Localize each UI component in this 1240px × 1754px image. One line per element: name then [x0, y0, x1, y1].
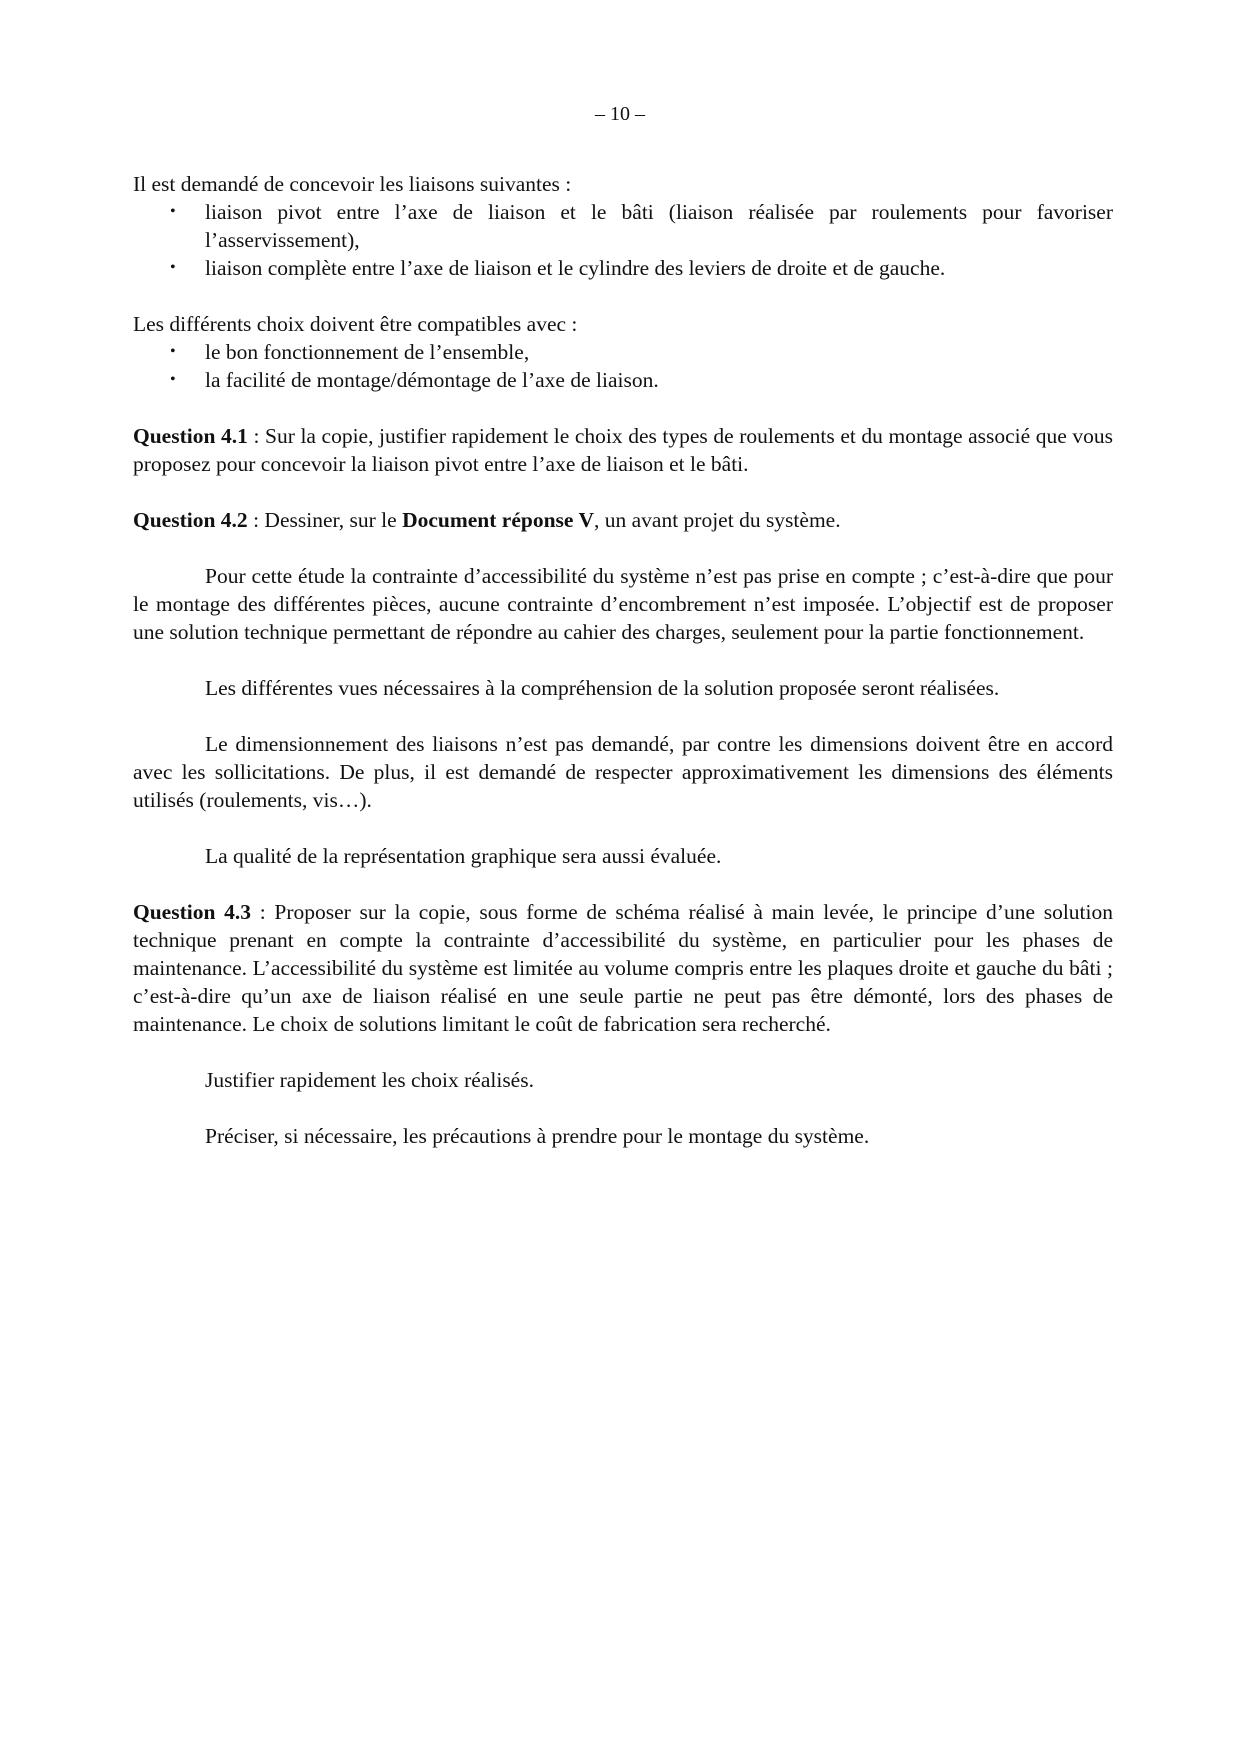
question-label: Question 4.3: [133, 900, 252, 924]
page-number: – 10 –: [595, 103, 645, 125]
question-text: : Proposer sur la copie, sous forme de schéma réalisé à main levée, le principe d’une solution technique prenant en compte la contrainte d’accessibilité du système, en particulier pour les phases de maintenance. L’accessibilité du système est limitée au volume compris entre les plaques droite et gauche du bâti ; c’est-à-dire qu’un axe de liaison réalisé en une seule partie ne peut pas être démonté, lors des phases de maintenance. Le choix de solutions limitant le coût de fabrication sera recherché.: [133, 900, 1113, 1036]
list-item: [133, 366, 1113, 394]
list-item: [133, 338, 1113, 366]
list-item: [133, 254, 1113, 282]
page-content: [133, 170, 1113, 1150]
compat-paragraph: Les différents choix doivent être compatibles avec :: [133, 312, 578, 336]
bullet-icon: •: [170, 343, 176, 360]
list-item-text: liaison pivot entre l’axe de liaison et le bâti (liaison réalisée par roulements pour favoriser l’asservissement),: [205, 200, 1113, 252]
question-4-2: [133, 506, 1113, 534]
compat-bullet-list: [133, 338, 1113, 394]
paragraph: La qualité de la représentation graphique sera aussi évaluée.: [205, 844, 722, 868]
bullet-icon: •: [170, 371, 176, 388]
intro-paragraph: Il est demandé de concevoir les liaisons suivantes :: [133, 172, 572, 196]
paragraph: Le dimensionnement des liaisons n’est pas demandé, par contre les dimensions doivent être en accord avec les sollicitations. De plus, il est demandé de respecter approximativement les dimensions des éléments utilisés (roulements, vis…).: [133, 732, 1113, 812]
list-item: [133, 198, 1113, 254]
question-text: , un avant projet du système.: [593, 508, 841, 532]
paragraph: Pour cette étude la contrainte d’accessibilité du système n’est pas prise en compte ; c’est-à-dire que pour le montage des différentes pièces, aucune contrainte d’encombrement n’est imposée. L’objectif est de proposer une solution technique permettant de répondre au cahier des charges, seulement pour la partie fonctionnement.: [133, 564, 1113, 644]
question-text: : Sur la copie, justifier rapidement le choix des types de roulements et du montage associé que vous proposez pour concevoir la liaison pivot entre l’axe de liaison et le bâti.: [133, 424, 1113, 476]
paragraph: Préciser, si nécessaire, les précautions à prendre pour le montage du système.: [205, 1124, 870, 1148]
bullet-icon: •: [170, 259, 176, 276]
question-text: : Dessiner, sur le: [247, 508, 403, 532]
document-reference: Document réponse V: [402, 508, 594, 532]
list-item-text: la facilité de montage/démontage de l’axe de liaison.: [205, 368, 659, 392]
intro-bullet-list: [133, 198, 1113, 282]
question-label: Question 4.2: [133, 508, 248, 532]
paragraph: Les différentes vues nécessaires à la compréhension de la solution proposée seront réalisées.: [205, 676, 1000, 700]
list-item-text: liaison complète entre l’axe de liaison et le cylindre des leviers de droite et de gauche.: [205, 256, 946, 280]
question-label: Question 4.1: [133, 424, 248, 448]
question-4-3: [133, 898, 1113, 1038]
bullet-icon: •: [170, 203, 176, 220]
paragraph: Justifier rapidement les choix réalisés.: [205, 1068, 534, 1092]
question-4-1: [133, 422, 1113, 478]
list-item-text: le bon fonctionnement de l’ensemble,: [205, 340, 530, 364]
